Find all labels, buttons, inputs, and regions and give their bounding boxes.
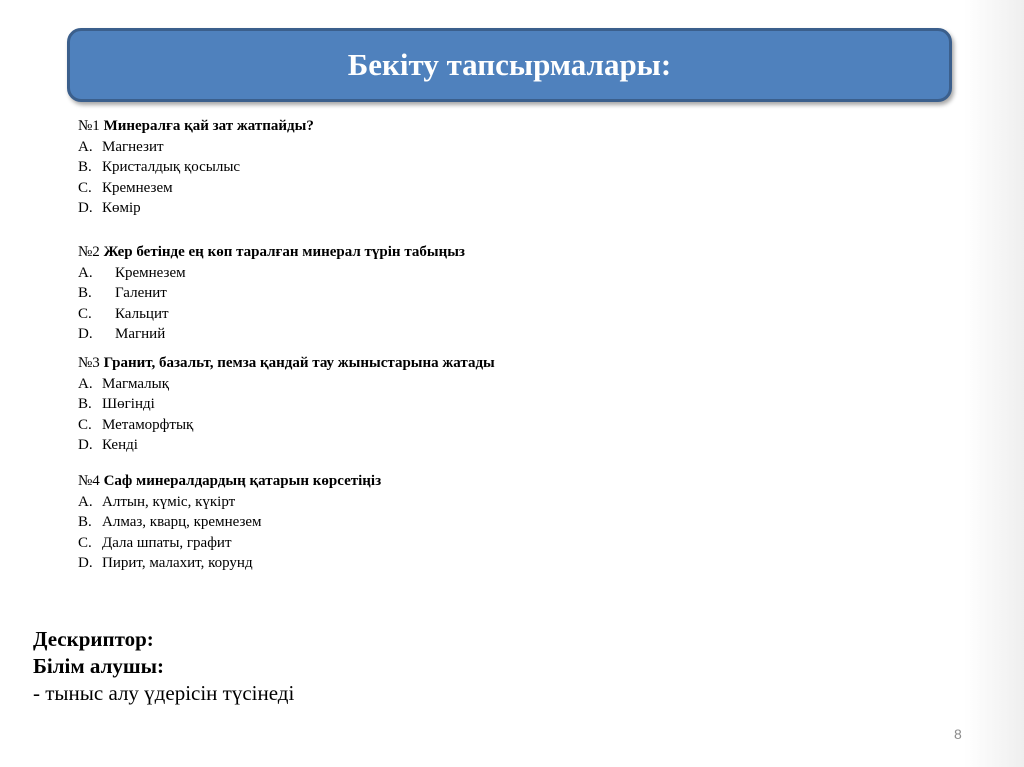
option-letter: B. (78, 396, 92, 412)
option-letter: D. (78, 326, 93, 342)
option-letter: D. (78, 437, 93, 453)
option-text: Алмаз, кварц, кремнезем (102, 514, 262, 530)
option-letter: D. (78, 200, 93, 216)
option-d (78, 324, 465, 345)
option-text: Кремнезем (102, 179, 173, 196)
option-text: Метаморфтық (102, 416, 194, 433)
option-text: Шөгінді (102, 396, 155, 412)
descriptor-item: - тыныс алу үдерісін түсінеді (33, 681, 295, 705)
option-c (78, 178, 314, 199)
descriptor-subheading: Білім алушы: (33, 654, 164, 678)
question-3 (78, 353, 495, 456)
question-4-title (78, 471, 381, 492)
question-text: Жер бетінде ең көп таралған минерал түрін табыңыз (103, 244, 465, 260)
option-a (78, 374, 495, 395)
option-text: Галенит (115, 285, 167, 301)
question-1-title (78, 116, 314, 137)
option-a (78, 137, 314, 158)
question-2 (78, 242, 465, 345)
question-number: №3 (78, 355, 100, 371)
option-c (78, 533, 381, 554)
option-letter: C. (78, 179, 92, 196)
option-letter: A. (78, 493, 93, 510)
question-text: Саф минералдардың қатарын көрсетіңіз (103, 473, 382, 489)
option-letter: A. (78, 264, 93, 281)
option-letter: C. (78, 305, 92, 322)
option-text: Кальцит (115, 305, 169, 322)
option-d (78, 435, 495, 456)
option-text: Көмір (102, 200, 141, 216)
option-b (78, 283, 465, 304)
option-b (78, 394, 495, 415)
option-d (78, 198, 314, 219)
option-a (78, 492, 381, 513)
question-4 (78, 471, 381, 574)
option-d (78, 553, 381, 574)
option-letter: D. (78, 555, 93, 571)
option-letter: B. (78, 159, 92, 175)
slide-edge-shadow (964, 0, 1024, 767)
option-text: Дала шпаты, графит (102, 534, 232, 551)
option-text: Магнезит (102, 138, 164, 155)
question-number: №1 (78, 118, 100, 134)
option-text: Магмалық (102, 375, 169, 392)
option-c (78, 415, 495, 436)
question-1 (78, 116, 314, 219)
question-2-title (78, 242, 465, 263)
option-text: Кенді (102, 437, 138, 453)
option-text: Кремнезем (115, 264, 186, 281)
option-text: Кристалдық қосылыс (102, 159, 241, 175)
title-banner (67, 28, 952, 102)
option-text: Пирит, малахит, корунд (102, 555, 253, 571)
descriptor-heading: Дескриптор: (33, 627, 154, 651)
slide-title: Бекіту тапсырмалары: (347, 47, 672, 82)
option-text: Магний (115, 326, 166, 342)
question-text: Минералға қай зат жатпайды? (103, 118, 314, 134)
question-number: №2 (78, 244, 100, 260)
option-letter: A. (78, 375, 93, 392)
option-letter: B. (78, 285, 92, 301)
question-number: №4 (78, 473, 100, 489)
question-text: Гранит, базальт, пемза қандай тау жыныстарына жатады (103, 355, 495, 371)
option-a (78, 263, 465, 284)
option-letter: C. (78, 534, 92, 551)
option-b (78, 157, 314, 178)
option-text: Алтын, күміс, күкірт (102, 493, 236, 510)
option-letter: A. (78, 138, 93, 155)
option-c (78, 304, 465, 325)
page-number: 8 (954, 726, 962, 742)
option-letter: B. (78, 514, 92, 530)
option-letter: C. (78, 416, 92, 433)
question-3-title (78, 353, 495, 374)
option-b (78, 512, 381, 533)
descriptor-block (33, 626, 294, 707)
